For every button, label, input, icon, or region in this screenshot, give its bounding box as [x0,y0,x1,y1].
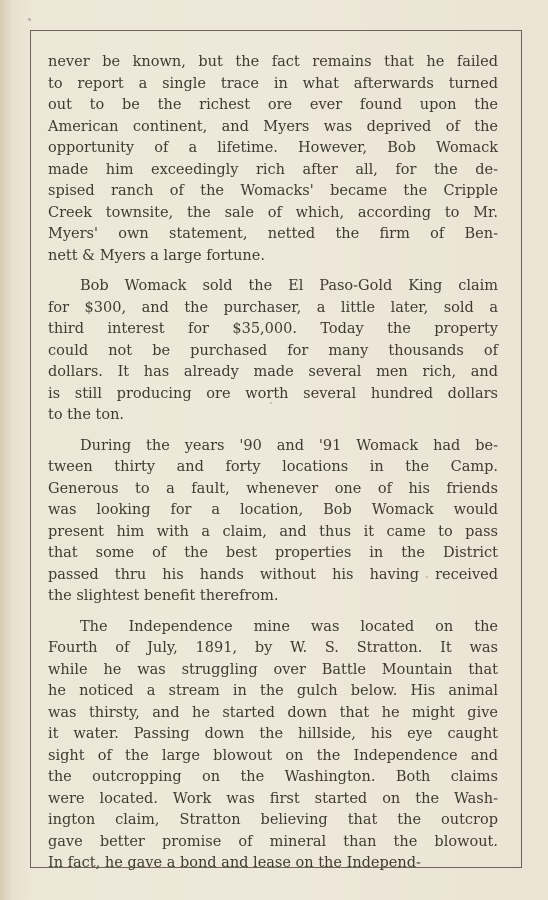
paragraph [48,52,498,267]
text-line: Fourth of July, 1891, by W. S. Stratton. It was [48,640,498,656]
text-line: In fact, he gave a bond and lease on the Independ- [48,855,421,871]
text-line: Generous to a fault, whenever one of his friends [48,480,498,497]
text-line: to report a single trace in what afterwards turned [48,75,498,92]
text-line: present him with a claim, and thus it came to pass [48,523,498,540]
text-line: ington claim, Stratton believing that the outcrop [48,812,498,828]
text-line: could not be purchased for many thousands of [48,342,498,359]
text-line: for $300, and the purchaser, a little later, sold a [48,299,498,316]
text-line: was looking for a location, Bob Womack would [48,502,498,518]
text-line: the slightest benefit therefrom. [48,588,279,604]
paragraph [48,276,498,427]
text-line: made him exceedingly rich after all, for the de- [48,161,498,178]
text-line: that some of the best properties in the District [48,545,498,561]
text-line: Bob Womack sold the El Paso-Gold King claim [80,278,498,294]
text-line: third interest for $35,000. Today the property [48,321,498,337]
text-line: passed thru his hands without his having received [48,566,498,583]
paragraph-gap [48,608,498,617]
text-line: Myers' own statement, netted the firm of Ben- [48,226,498,242]
text-line: he noticed a stream in the gulch below. His animal [48,683,498,699]
text-line: American continent, and Myers was deprived of the [48,118,498,135]
text-line: opportunity of a lifetime. However, Bob Womack [48,140,498,156]
paragraph-gap [48,267,498,276]
body-text [48,52,498,875]
text-line: were located. Work was first started on the Wash- [48,790,498,807]
text-line: dollars. It has already made several men rich, and [48,364,498,380]
text-line: nett & Myers a large fortune. [48,247,265,264]
text-line: The Independence mine was located on the [80,618,498,635]
text-line: Creek townsite, the sale of which, according to Mr. [48,204,498,221]
page-binding-edge [0,0,12,900]
paragraph [48,617,498,875]
text-line: the outcropping on the Washington. Both claims [48,769,498,785]
paragraph [48,436,498,608]
paragraph-gap [48,427,498,436]
text-line: out to be the richest ore ever found upon the [48,97,498,113]
text-line: never be known, but the fact remains that he failed [48,54,498,70]
text-line: is still producing ore worth several hundred dollars [48,385,498,402]
text-line: spised ranch of the Womacks' became the Cripple [48,183,498,199]
text-line: it water. Passing down the hillside, his eye caught [48,726,498,742]
text-line: During the years '90 and '91 Womack had be- [80,437,498,454]
text-line: while he was struggling over Battle Mountain that [48,661,498,678]
text-line: was thirsty, and he started down that he might give [48,704,498,721]
paper-speck [28,18,31,21]
text-line: to the ton. [48,407,125,423]
text-line: tween thirty and forty locations in the Camp. [48,459,498,475]
text-line: gave better promise of mineral than the blowout. [48,833,498,850]
text-line: sight of the large blowout on the Independence and [48,747,498,764]
